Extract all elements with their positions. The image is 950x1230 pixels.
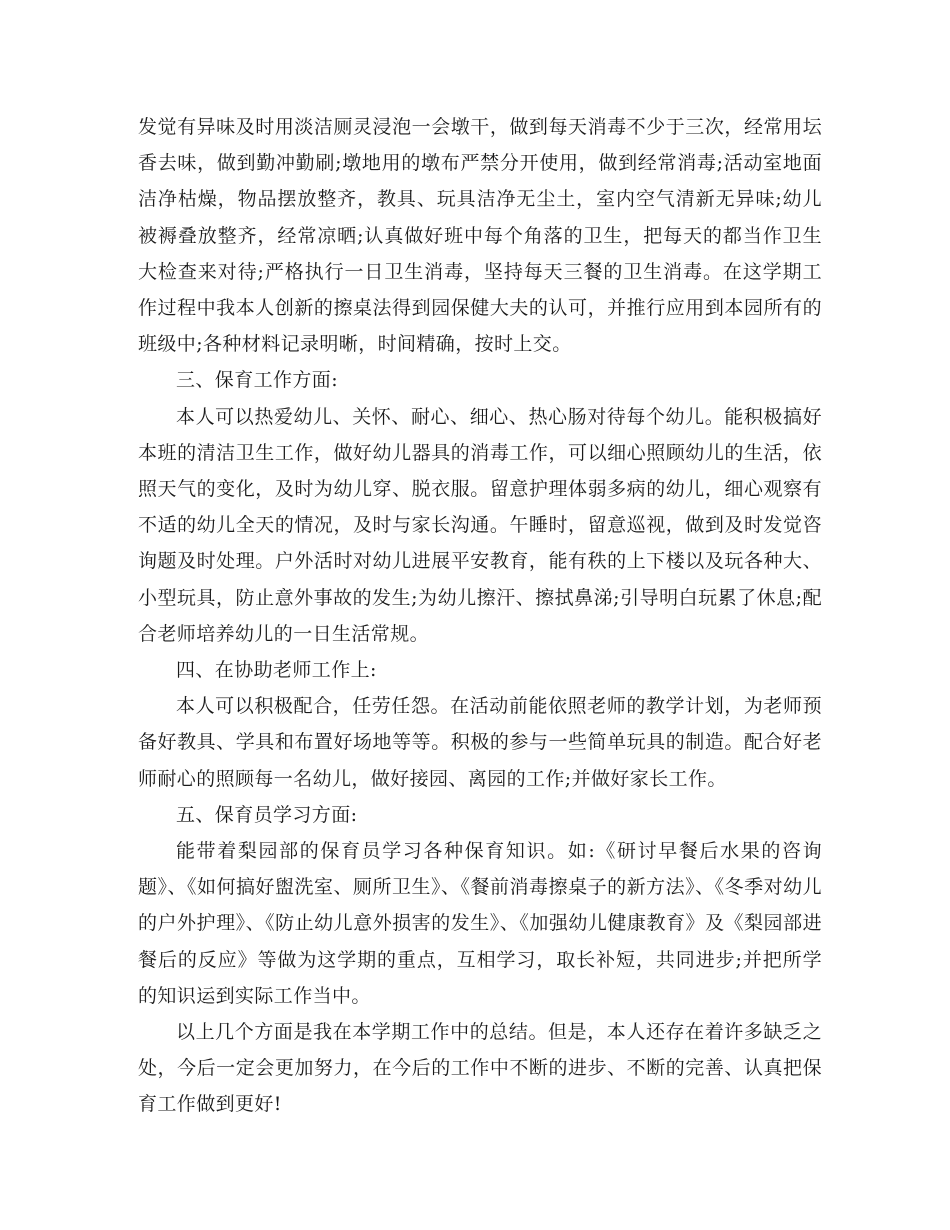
section-heading-5: 五、保育员学习方面:: [176, 803, 358, 826]
closing-paragraph: 以上几个方面是我在本学期工作中的总结。但是，本人还存在着许多缺乏之处，今后一定会更加努力，在今后的工作中不断的进步、不断的完善、认真把保育工作做到更好!: [138, 1021, 822, 1116]
document-page: [138, 109, 822, 1123]
body-paragraph-3: 本人可以积极配合，任劳任怨。在活动前能依照老师的教学计划，为老师预备好教具、学具和布置好场地等等。积极的参与一些简单玩具的制造。配合好老师耐心的照顾每一名幼儿，做好接园、离园的工作;并做好家长工作。: [138, 695, 822, 790]
section-heading-4: 四、在协助老师工作上:: [176, 659, 377, 682]
section-heading-3: 三、保育工作方面:: [176, 369, 339, 392]
body-paragraph-4: 能带着梨园部的保育员学习各种保育知识。如:《研讨早餐后水果的咨询题》、《如何搞好盥洗室、厕所卫生》、《餐前消毒擦桌子的新方法》、《冬季对幼儿的户外护理》、《防止幼儿意外损害的发生》、《加强幼儿健康教育》及《梨园部进餐后的反应》等做为这学期的重点，互相学习，取长补短，共同进步;并把所学的知识运到实际工作当中。: [138, 840, 822, 1007]
body-paragraph-1: 发觉有异味及时用淡洁厕灵浸泡一会墩干，做到每天消毒不少于三次，经常用坛香去味，做到勤冲勤刷;墩地用的墩布严禁分开使用，做到经常消毒;活动室地面洁净枯燥，物品摆放整齐，教具、玩具洁净无尘土，室内空气清新无异味;幼儿被褥叠放整齐，经常凉晒;认真做好班中每个角落的卫生，把每天的都当作卫生大检查来对待;严格执行一日卫生消毒，坚持每天三餐的卫生消毒。在这学期工作过程中我本人创新的擦桌法得到园保健大夫的认可，并推行应用到本园所有的班级中;各种材料记录明晰，时间精确，按时上交。: [138, 116, 822, 356]
body-paragraph-2: 本人可以热爱幼儿、关怀、耐心、细心、热心肠对待每个幼儿。能积极搞好本班的清洁卫生工作，做好幼儿器具的消毒工作，可以细心照顾幼儿的生活，依照天气的变化，及时为幼儿穿、脱衣服。留意护理体弱多病的幼儿，细心观察有不适的幼儿全天的情况，及时与家长沟通。午睡时，留意巡视，做到及时发觉咨询题及时处理。户外活时对幼儿进展平安教育，能有秩的上下楼以及玩各种大、小型玩具，防止意外事故的发生;为幼儿擦汗、擦拭鼻涕;引导明白玩累了休息;配合老师培养幼儿的一日生活常规。: [138, 405, 822, 645]
